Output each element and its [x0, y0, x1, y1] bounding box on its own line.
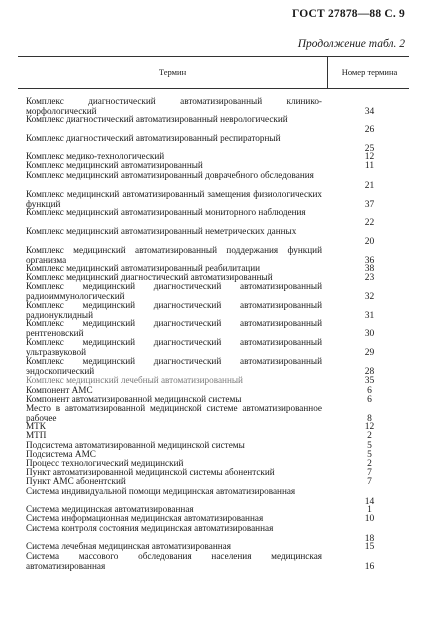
table-column-divider: [327, 56, 328, 89]
term-text: Система индивидуальной помощи медицинская автоматизированная: [26, 486, 296, 496]
term-text: Пункт автоматизированной медицинской системы абонентский: [26, 467, 275, 477]
term-number: 26: [364, 124, 375, 135]
term-number: 1: [367, 505, 372, 515]
term-text: Пункт АМС абонентский: [26, 476, 126, 486]
term-number: 20: [364, 236, 375, 247]
term-number: 12: [364, 152, 375, 162]
term-text: Комплекс медицинский автоматизированный поддержания функций организма: [26, 245, 322, 265]
term-number: 35: [364, 376, 375, 386]
term-number: 25: [364, 143, 375, 154]
term-text: Система массового обследования населения медицинская автоматизированная: [26, 551, 322, 571]
term-number: 29: [364, 347, 375, 358]
term-text: Компонент АМС: [26, 385, 93, 395]
term-text: Комплекс медицинский автоматизированный реабилитации: [26, 263, 261, 273]
term-text: Система контроля состояния медицинская автоматизированная: [26, 523, 274, 533]
term-number: 14: [364, 496, 375, 507]
term-text: Комплекс диагностический автоматизированный неврологический: [26, 114, 288, 124]
term-number: 36: [364, 255, 375, 266]
term-text: Процесс технологический медицинский: [26, 458, 184, 468]
term-text: МТК: [26, 421, 46, 431]
term-text: Подсистема автоматизированной медицинской системы: [26, 440, 245, 450]
term-number: 28: [364, 366, 375, 377]
term-number: 16: [364, 561, 375, 572]
term-text: Комплекс медицинский автоматизированный неметрических данных: [26, 226, 297, 236]
page-header: ГОСТ 27878—88 С. 9: [292, 8, 405, 20]
term-number: 32: [364, 291, 375, 302]
term-text: Комплекс медицинский диагностический автоматизированный рентгеновский: [26, 318, 322, 338]
column-header-term: Термин: [158, 67, 187, 77]
term-text: Место в автоматизированной медицинской системе автоматизированное рабочее: [26, 403, 322, 423]
term-number: 7: [367, 468, 372, 478]
term-text: Комплекс медицинский диагностический автоматизированный ультразвуковой: [26, 337, 322, 357]
term-text: МТП: [26, 430, 47, 440]
term-number: 5: [367, 441, 372, 451]
table-header-rule: [18, 88, 409, 89]
term-text: Система лечебная медицинская автоматизированная: [26, 541, 231, 551]
term-text: Комплекс медицинский диагностический автоматизированный: [26, 272, 273, 282]
term-text: Комплекс медицинский лечебный автоматизированный: [26, 375, 243, 385]
term-text: Компонент автоматизированной медицинской системы: [26, 394, 242, 404]
term-number: 6: [367, 386, 372, 396]
term-number: 11: [364, 161, 375, 171]
term-text: Комплекс диагностический автоматизированный респираторный: [26, 133, 281, 143]
term-number: 2: [367, 459, 372, 469]
term-number: 10: [364, 514, 375, 524]
term-number: 38: [364, 264, 375, 274]
term-number: 12: [364, 422, 375, 432]
term-text: Комплекс медико-технологический: [26, 151, 165, 161]
column-header-number: Номер термина: [341, 67, 398, 77]
term-number: 30: [364, 328, 375, 339]
term-number: 8: [367, 413, 372, 424]
term-text: Комплекс медицинский диагностический автоматизированный эндоскопический: [26, 356, 322, 376]
term-text: Комплекс диагностический автоматизированный клинико-морфологический: [26, 96, 322, 116]
term-text: Система медицинская автоматизированная: [26, 504, 194, 514]
term-number: 7: [367, 477, 372, 487]
term-text: Комплекс медицинский автоматизированный замещения физиологических функций: [26, 189, 322, 209]
term-number: 37: [364, 199, 375, 210]
term-text: Комплекс медицинский автоматизированный мониторного наблюдения: [26, 207, 306, 217]
term-number: 23: [364, 273, 375, 283]
term-text: Комплекс медицинский диагностический автоматизированный радионуклидный: [26, 300, 322, 320]
term-number: 15: [364, 542, 375, 552]
term-number: 18: [364, 533, 375, 544]
term-number: 21: [364, 180, 375, 191]
term-text: Подсистема АМС: [26, 449, 96, 459]
table-continuation-label: Продолжение табл. 2: [297, 38, 405, 50]
term-text: Комплекс медицинский диагностический автоматизированный радиоиммунологический: [26, 281, 322, 301]
term-text: Комплекс медицинский автоматизированный доврачебного обследования: [26, 170, 314, 180]
term-number: 34: [364, 106, 375, 117]
term-number: 22: [364, 217, 375, 228]
term-number: 5: [367, 450, 372, 460]
table-top-rule: [18, 56, 409, 57]
term-number: 31: [364, 310, 375, 321]
term-text: Система информационная медицинская автоматизированная: [26, 513, 264, 523]
term-number: 2: [367, 431, 372, 441]
term-text: Комплекс медицинский автоматизированный: [26, 160, 203, 170]
term-number: 6: [367, 395, 372, 405]
